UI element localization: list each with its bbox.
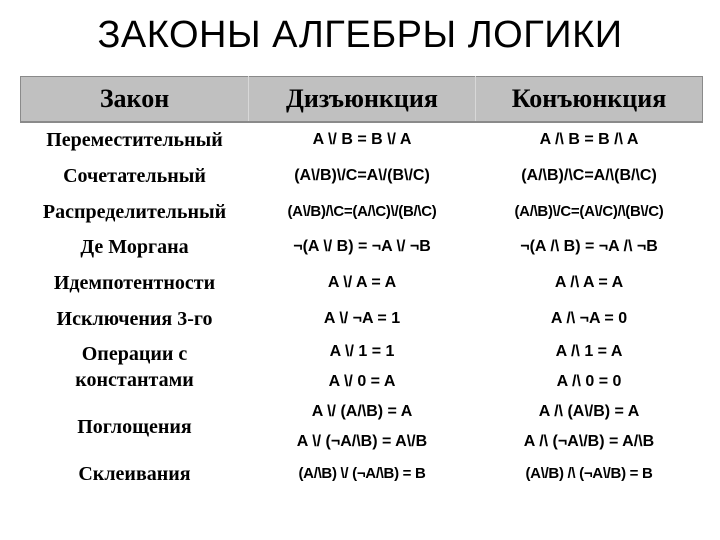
disjunction-formula — [249, 265, 476, 301]
table-row — [21, 122, 703, 157]
header-disjunction: Дизъюнкция — [249, 77, 476, 123]
formula-line: ¬(A /\ B) = ¬A /\ ¬B — [520, 238, 658, 255]
formula-line: A \/ (A/\B) = A — [311, 403, 413, 420]
formula-line: A \/ B = B \/ A — [312, 131, 412, 148]
conjunction-formula — [476, 265, 703, 301]
law-name — [21, 301, 249, 337]
disjunction-formula — [249, 157, 476, 195]
table-row — [21, 397, 703, 457]
formula-line: A \/ A = A — [327, 274, 397, 291]
formula-line: A /\ 1 = A — [555, 343, 623, 360]
formula-line: A /\ (¬A\/B) = A/\B — [523, 433, 655, 450]
disjunction-formula — [249, 195, 476, 229]
disjunction-formula — [249, 337, 476, 397]
formula-line: A \/ 0 = A — [328, 373, 396, 390]
formula-line: (A\/B)/\C=(A/\C)\/(B/\C) — [287, 203, 437, 220]
page-title: ЗАКОНЫ АЛГЕБРЫ ЛОГИКИ — [97, 14, 623, 56]
law-name-line: Де Моргана — [80, 236, 189, 258]
table-row — [21, 457, 703, 491]
law-name — [21, 337, 249, 397]
formula-line: (A/\B)/\C=A/\(B/\C) — [521, 167, 657, 184]
law-name-line: Сочетательный — [63, 165, 206, 187]
laws-table — [20, 76, 703, 491]
table-row — [21, 337, 703, 397]
formula-line: A \/ (¬A/\B) = A\/B — [296, 433, 428, 450]
formula-line: (A/\B) \/ (¬A/\B) = B — [298, 465, 426, 482]
law-name-line: Распределительный — [42, 201, 227, 223]
law-name — [21, 397, 249, 457]
law-name-line: Склеивания — [78, 463, 191, 485]
law-name-line: Идемпотентности — [53, 272, 216, 294]
formula-line: (A\/B)\/C=A\/(B\/C) — [294, 167, 430, 184]
table-row — [21, 157, 703, 195]
table-header-row — [21, 77, 703, 123]
formula-line: A /\ B = B /\ A — [539, 131, 639, 148]
conjunction-formula — [476, 457, 703, 491]
disjunction-formula — [249, 122, 476, 157]
law-name-line: Исключения 3-го — [56, 308, 213, 330]
formula-line: A /\ 0 = 0 — [556, 373, 622, 390]
formula-line: ¬(A \/ B) = ¬A \/ ¬B — [293, 238, 431, 255]
formula-line: (A/\B)\/C=(A\/C)/\(B\/C) — [514, 203, 664, 220]
conjunction-formula — [476, 122, 703, 157]
conjunction-formula — [476, 337, 703, 397]
law-name — [21, 195, 249, 229]
header-law: Закон — [21, 77, 249, 123]
conjunction-formula — [476, 157, 703, 195]
law-name — [21, 157, 249, 195]
law-name-line: константами — [75, 369, 194, 391]
disjunction-formula — [249, 301, 476, 337]
table-row — [21, 301, 703, 337]
law-name — [21, 122, 249, 157]
formula-line: A /\ A = A — [554, 274, 624, 291]
conjunction-formula — [476, 195, 703, 229]
formula-line: A \/ ¬A = 1 — [323, 310, 401, 327]
law-name-line: Поглощения — [77, 416, 192, 438]
conjunction-formula — [476, 301, 703, 337]
formula-line: A /\ ¬A = 0 — [550, 310, 628, 327]
disjunction-formula — [249, 457, 476, 491]
header-conjunction: Конъюнкция — [476, 77, 703, 123]
law-name — [21, 229, 249, 265]
law-name — [21, 265, 249, 301]
formula-line: A /\ (A\/B) = A — [538, 403, 640, 420]
disjunction-formula — [249, 229, 476, 265]
table-row — [21, 265, 703, 301]
law-name-line: Операции с — [81, 343, 188, 365]
conjunction-formula — [476, 397, 703, 457]
disjunction-formula — [249, 397, 476, 457]
formula-line: A \/ 1 = 1 — [329, 343, 395, 360]
formula-line: (A\/B) /\ (¬A\/B) = B — [525, 465, 653, 482]
table-row — [21, 195, 703, 229]
conjunction-formula — [476, 229, 703, 265]
law-name-line: Переместительный — [46, 129, 223, 151]
law-name — [21, 457, 249, 491]
table-row — [21, 229, 703, 265]
